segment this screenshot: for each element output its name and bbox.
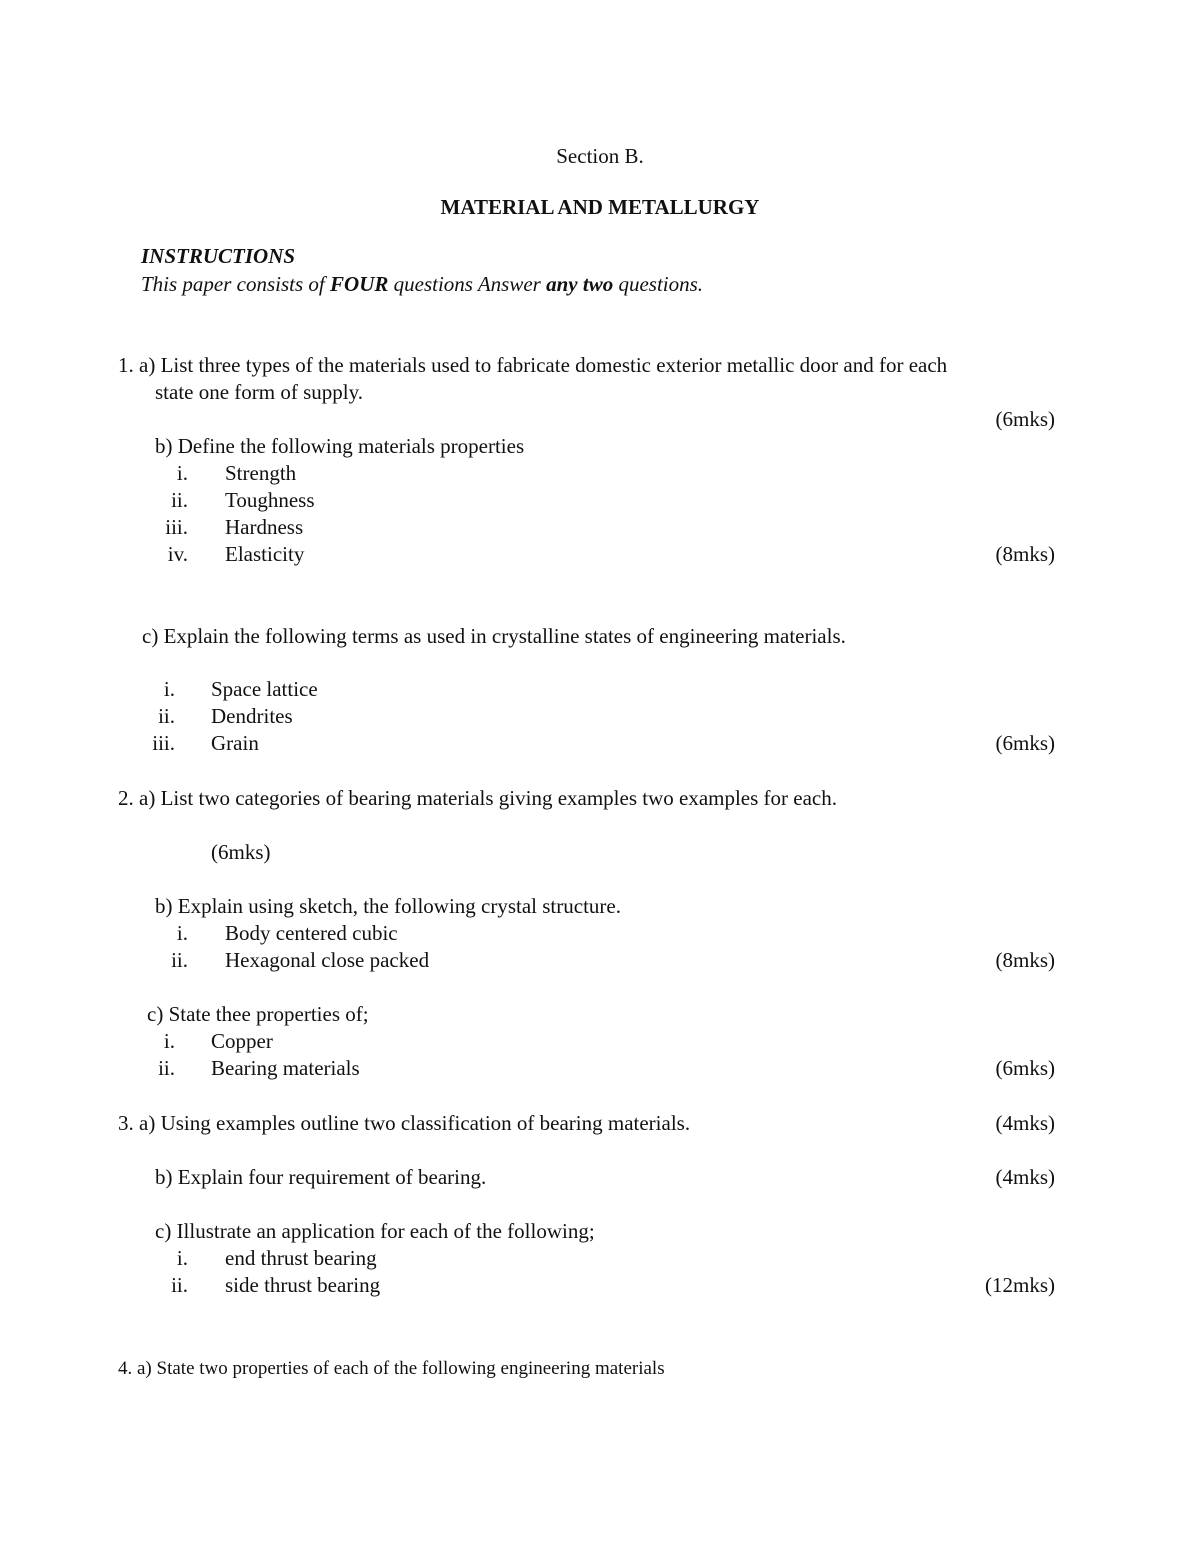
q2-c-item-num: i. xyxy=(163,1029,175,1053)
q2-c-marks: (6mks) xyxy=(995,1056,1055,1080)
q3-c-item: end thrust bearing xyxy=(225,1246,377,1270)
q1-c-item: Dendrites xyxy=(211,704,293,728)
instructions-text-part: This paper consists of xyxy=(141,272,331,296)
q2-a-marks: (6mks) xyxy=(211,840,271,864)
q3-a-marks: (4mks) xyxy=(995,1111,1055,1135)
instructions-text-part: questions Answer xyxy=(388,272,547,296)
q2-b-item-num: i. xyxy=(176,921,188,945)
q1-c-item-num: ii. xyxy=(158,704,175,728)
instructions-emphasis-any-two: any two xyxy=(546,272,614,296)
q1-c-item-num: i. xyxy=(163,677,175,701)
q1-b-marks: (8mks) xyxy=(995,542,1055,566)
q1-a-marks: (6mks) xyxy=(995,407,1055,431)
q3-a-text: 3. a) Using examples outline two classification of bearing materials. xyxy=(118,1111,691,1135)
q1-b-item-num: i. xyxy=(176,461,188,485)
page-title: MATERIAL AND METALLURGY xyxy=(440,195,760,219)
instructions-heading: INSTRUCTIONS xyxy=(141,244,296,268)
q2-c-item: Copper xyxy=(211,1029,273,1053)
q1-b-text: b) Define the following materials properties xyxy=(155,434,525,458)
q1-c-item: Space lattice xyxy=(211,677,318,701)
q1-c-marks: (6mks) xyxy=(995,731,1055,755)
q4-a-text: 4. a) State two properties of each of the following engineering materials xyxy=(118,1358,665,1379)
q1-c-text: c) Explain the following terms as used in crystalline states of engineering materials. xyxy=(142,624,846,648)
q3-c-item: side thrust bearing xyxy=(225,1273,381,1297)
q1-b-item: Hardness xyxy=(225,515,304,539)
q1-a-line2: state one form of supply. xyxy=(155,380,364,404)
q3-c-text: c) Illustrate an application for each of the following; xyxy=(155,1219,595,1243)
q1-b-item-num: iv. xyxy=(167,542,188,566)
q1-b-item: Strength xyxy=(225,461,297,485)
q1-b-item-num: iii. xyxy=(165,515,188,539)
q2-a-text: 2. a) List two categories of bearing materials giving examples two examples for each. xyxy=(118,786,838,810)
q3-b-marks: (4mks) xyxy=(995,1165,1055,1189)
section-label: Section B. xyxy=(556,144,644,168)
q3-c-marks: (12mks) xyxy=(985,1273,1055,1297)
q1-b-item: Toughness xyxy=(225,488,315,512)
q2-b-marks: (8mks) xyxy=(995,948,1055,972)
instructions-text xyxy=(141,271,703,298)
q1-c-item: Grain xyxy=(211,731,259,755)
q1-a-line1: 1. a) List three types of the materials used to fabricate domestic exterior metallic door and for each xyxy=(118,353,948,377)
q3-b-text: b) Explain four requirement of bearing. xyxy=(155,1165,487,1189)
q3-c-item-num: ii. xyxy=(171,1273,188,1297)
instructions-text-part: questions. xyxy=(613,272,704,296)
q2-b-item-num: ii. xyxy=(171,948,188,972)
q3-c-item-num: i. xyxy=(176,1246,188,1270)
q1-b-item: Elasticity xyxy=(225,542,305,566)
q2-c-item: Bearing materials xyxy=(211,1056,360,1080)
q2-b-item: Hexagonal close packed xyxy=(225,948,430,972)
q1-c-item-num: iii. xyxy=(152,731,175,755)
q2-b-item: Body centered cubic xyxy=(225,921,398,945)
q2-c-text: c) State thee properties of; xyxy=(147,1002,369,1026)
q2-b-text: b) Explain using sketch, the following crystal structure. xyxy=(155,894,621,918)
instructions-emphasis-four: FOUR xyxy=(330,272,389,296)
q1-b-item-num: ii. xyxy=(171,488,188,512)
q2-c-item-num: ii. xyxy=(158,1056,175,1080)
